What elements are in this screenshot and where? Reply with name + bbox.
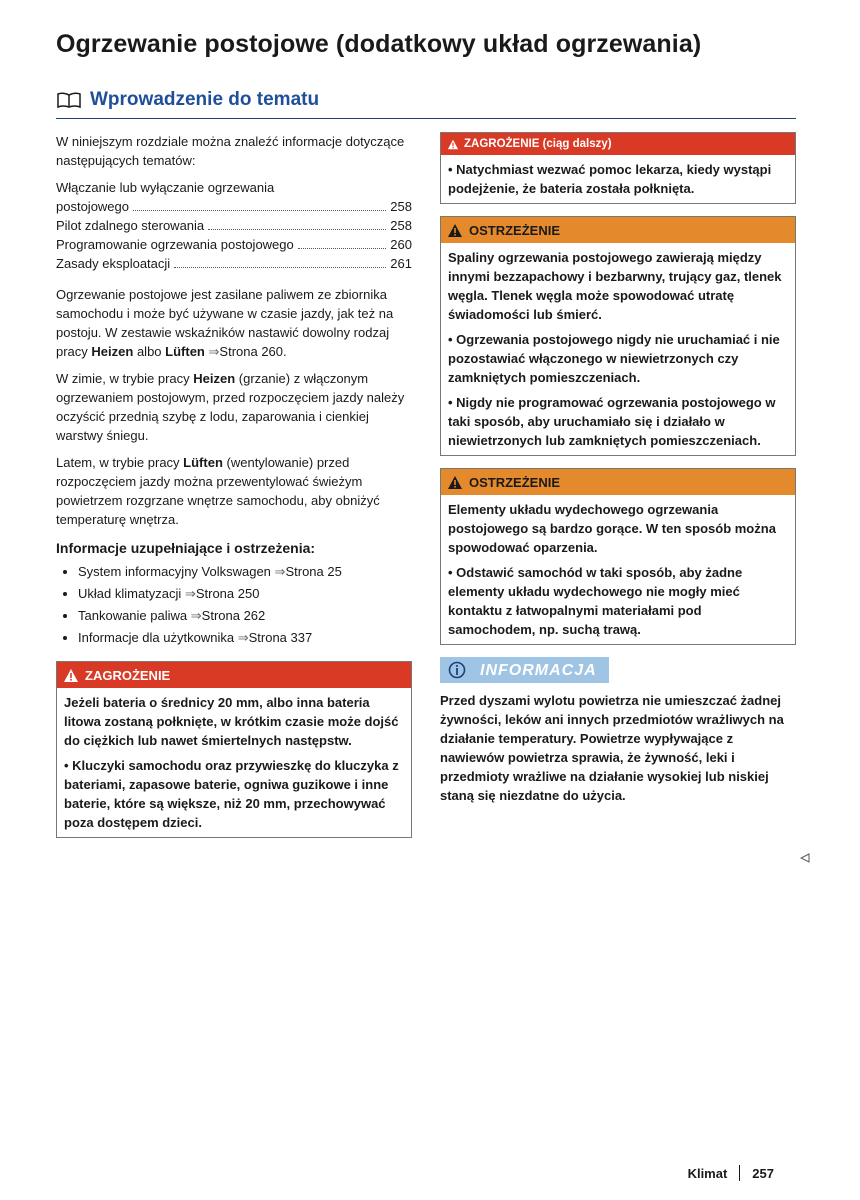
- danger-continued-box: [440, 132, 796, 204]
- info-header: [440, 657, 609, 683]
- topic-item: [56, 254, 412, 273]
- book-icon: [56, 91, 82, 109]
- danger-box-body: Jeżeli bateria o średnicy 20 mm, albo inna bateria litowa zostaną połknięte, w krótkim czasie może dojść do ciężkich lub nawet śmiertelnych następstw. • Kluczyki samochodu oraz przywieszkę do kluczyka z bateriami, zapasowe baterie, ogniwa guzikowe i inne baterie, które są większe, niż 20 mm, przechowywać poza dostępem dzieci.: [64, 695, 399, 830]
- summer-paragraph: Latem, w trybie pracy Lüften (wentylowanie) przed rozpoczęciem jazdy można przewentylować świeżym powietrzem rozgrzane wnętrze samochodu, aby obniżyć temperaturę wnętrza.: [56, 455, 380, 527]
- topic-label: Pilot zdalnego sterowania: [56, 218, 205, 233]
- topic-list: [56, 178, 412, 273]
- warning-triangle-icon: [63, 668, 79, 683]
- right-column: [440, 132, 796, 805]
- danger-continued-title: ZAGROŻENIE (ciąg dalszy): [464, 137, 612, 150]
- warning-box-title: OSTRZEŻENIE: [469, 474, 561, 490]
- topic-item: [56, 216, 412, 235]
- danger-continued-header: [441, 133, 795, 155]
- extra-info-item: • Tankowanie paliwa ⇒Strona 262: [78, 606, 412, 625]
- page-link[interactable]: Strona 25: [285, 564, 342, 579]
- danger-box: [56, 661, 412, 838]
- warning-triangle-icon: [447, 139, 459, 150]
- danger-box-header: [57, 662, 411, 688]
- warning-triangle-icon: [447, 475, 463, 490]
- intro-paragraph: Ogrzewanie postojowe jest zasilane paliwem ze zbiornika samochodu i może być używane w czasie jazdy, jak też na postoju. W zestawie wskaźników nastawić dowolny rodzaj pracy Heizen albo Lüften ⇒Strona 260.: [56, 287, 394, 359]
- left-column: [56, 132, 412, 850]
- info-icon: [448, 661, 466, 679]
- warning-box: [440, 216, 796, 456]
- warning-box-body: Elementy układu wydechowego ogrzewania postojowego są bardzo gorące. W ten sposób można spowodować oparzenia. • Odstawić samochód w taki sposób, aby żadne elementy układu wydechowego nie mogły mieć kontaktu z łatwopalnymi materiałami pod samochodem, np. suchą trawą.: [448, 502, 776, 637]
- footer-page-number: 257: [752, 1165, 774, 1181]
- topic-page: 258: [390, 218, 412, 233]
- extra-info-list: [56, 562, 412, 647]
- section-title: Wprowadzenie do tematu: [90, 89, 320, 110]
- extra-info-item: • System informacyjny Volkswagen ⇒Strona 25: [78, 562, 412, 581]
- page-title: Ogrzewanie postojowe (dodatkowy układ ogrzewania): [56, 30, 702, 58]
- warning-box: [440, 468, 796, 645]
- warning-box-body: Spaliny ogrzewania postojowego zawierają między innymi bezzapachowy i bezbarwny, trujący gaz, tlenek węgla. Tlenek węgla może spowodować utratę świadomości lub śmierć. • Ogrzewania postojowego nigdy nie uruchamiać i nie pozostawiać włączonego w niewietrzonych czy zamkniętych pomieszczeniach. • Nigdy nie programować ogrzewania postojowego w taki sposób, aby uruchamiało się i działało w niewietrzonych lub zamkniętych pomieszczeniach.: [448, 250, 782, 448]
- topic-page: 258: [390, 199, 412, 214]
- topic-label-cont: postojowego: [56, 199, 129, 214]
- warning-box-header: [441, 217, 795, 243]
- topic-page: 260: [390, 237, 412, 252]
- extra-info-item: • Informacje dla użytkownika ⇒Strona 337: [78, 628, 412, 647]
- page-link[interactable]: Strona 262: [201, 608, 266, 623]
- danger-continued-body: • Natychmiast wezwać pomoc lekarza, kiedy wystąpi podejżenie, że bateria została połknięta.: [448, 162, 772, 196]
- footer-separator: [739, 1165, 740, 1181]
- topic-label: Zasady eksploatacji: [56, 256, 171, 271]
- extra-info-item: • Układ klimatyzacji ⇒Strona 250: [78, 584, 412, 603]
- section-header: [56, 88, 796, 119]
- warning-box-title: OSTRZEŻENIE: [469, 222, 561, 238]
- info-title: INFORMACJA: [480, 661, 597, 679]
- warning-box-header: [441, 469, 795, 495]
- info-text: Przed dyszami wylotu powietrza nie umieszczać żadnej żywności, leków ani innych przedmiotów wrażliwych na działanie temperatury. Powietrze wypływające z nawiewów powietrza sprawia, że żywność, leki i przedmioty wrażliwe na działanie wysokiej lub niskiej staną się niezdatne do użycia.: [440, 693, 784, 803]
- danger-box-title: ZAGROŻENIE: [85, 667, 171, 683]
- winter-paragraph: W zimie, w trybie pracy Heizen (grzanie) z włączonym ogrzewaniem postojowym, przed rozpoczęciem jazdy należy oczyścić przednią szybę z lodu, zaparowania i cienkiej warstwy śniegu.: [56, 371, 405, 443]
- topic-label: Włączanie lub wyłączanie ogrzewania: [56, 180, 275, 195]
- page-link[interactable]: Strona 337: [248, 630, 313, 645]
- topic-item: [56, 235, 412, 254]
- warning-triangle-icon: [447, 223, 463, 238]
- extra-info-heading: Informacje uzupełniające i ostrzeżenia:: [56, 540, 316, 556]
- topic-page: 261: [390, 256, 412, 271]
- topic-item: [56, 178, 412, 216]
- intro-lead: W niniejszym rozdziale można znaleźć informacje dotyczące następujących tematów:: [56, 134, 405, 168]
- end-marker-icon: [800, 853, 810, 863]
- topic-label: Programowanie ogrzewania postojowego: [56, 237, 294, 252]
- page-footer: [688, 1165, 774, 1181]
- footer-chapter: Klimat: [687, 1165, 728, 1181]
- page-link[interactable]: Strona 250: [195, 586, 260, 601]
